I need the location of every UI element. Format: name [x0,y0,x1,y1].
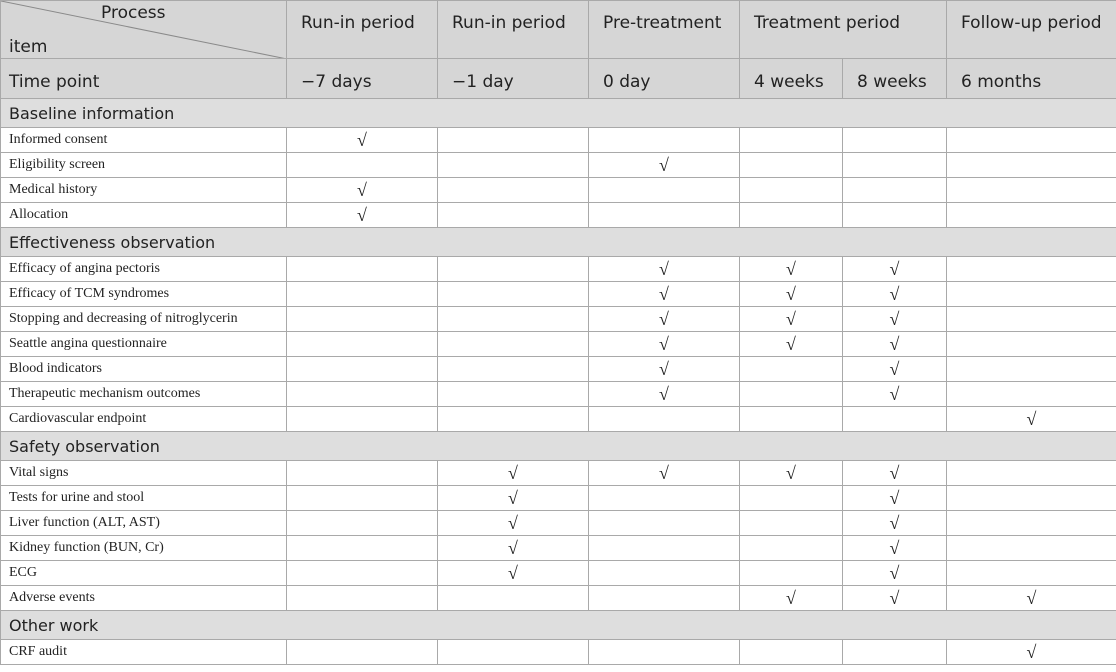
empty-cell [589,561,740,586]
check-mark: √ [740,332,843,357]
empty-cell [843,640,947,665]
empty-cell [947,511,1116,536]
check-mark: √ [947,407,1116,432]
table-row [1,128,1116,153]
table-row [1,357,1116,382]
table-row [1,407,1116,432]
check-mark: √ [438,461,589,486]
section-title: Safety observation [1,432,1116,461]
check-mark: √ [843,282,947,307]
check-mark: √ [843,461,947,486]
section-header-row [1,432,1116,461]
row-label: Allocation [1,203,287,228]
check-mark: √ [843,382,947,407]
check-mark: √ [589,382,740,407]
empty-cell [740,511,843,536]
check-mark: √ [287,178,438,203]
check-mark: √ [843,307,947,332]
empty-cell [740,407,843,432]
empty-cell [740,561,843,586]
check-mark: √ [843,511,947,536]
table-row [1,307,1116,332]
empty-cell [589,640,740,665]
empty-cell [438,640,589,665]
time-point: 4 weeks [740,59,843,99]
empty-cell [843,153,947,178]
empty-cell [287,536,438,561]
phase-header: Treatment period [740,1,947,59]
check-mark: √ [589,257,740,282]
check-mark: √ [589,282,740,307]
empty-cell [287,307,438,332]
table-row [1,536,1116,561]
section-header-row [1,99,1116,128]
check-mark: √ [843,332,947,357]
check-mark: √ [589,357,740,382]
row-label: Medical history [1,178,287,203]
empty-cell [589,407,740,432]
empty-cell [589,586,740,611]
empty-cell [287,257,438,282]
row-label: ECG [1,561,287,586]
row-label: CRF audit [1,640,287,665]
check-mark: √ [947,586,1116,611]
check-mark: √ [740,257,843,282]
empty-cell [438,586,589,611]
empty-cell [947,153,1116,178]
table-row [1,640,1116,665]
item-label: item [9,37,48,57]
empty-cell [438,203,589,228]
empty-cell [589,178,740,203]
phase-header-row [1,1,1116,59]
empty-cell [438,257,589,282]
phase-header: Run-in period [287,1,438,59]
diagonal-header-cell [1,1,287,59]
empty-cell [843,128,947,153]
check-mark: √ [589,461,740,486]
time-point-label: Time point [1,59,287,99]
empty-cell [287,561,438,586]
table-row [1,178,1116,203]
empty-cell [589,128,740,153]
empty-cell [947,282,1116,307]
table-row [1,382,1116,407]
row-label: Seattle angina questionnaire [1,332,287,357]
empty-cell [947,128,1116,153]
empty-cell [589,511,740,536]
check-mark: √ [740,282,843,307]
check-mark: √ [438,536,589,561]
row-label: Stopping and decreasing of nitroglycerin [1,307,287,332]
section-title: Effectiveness observation [1,228,1116,257]
empty-cell [947,307,1116,332]
empty-cell [287,382,438,407]
empty-cell [740,128,843,153]
table-row [1,332,1116,357]
empty-cell [740,203,843,228]
check-mark: √ [843,561,947,586]
empty-cell [947,461,1116,486]
empty-cell [287,332,438,357]
empty-cell [438,382,589,407]
table-row [1,486,1116,511]
empty-cell [740,178,843,203]
row-label: Efficacy of angina pectoris [1,257,287,282]
empty-cell [287,586,438,611]
table-row [1,257,1116,282]
row-label: Efficacy of TCM syndromes [1,282,287,307]
empty-cell [287,511,438,536]
table-row [1,586,1116,611]
empty-cell [947,486,1116,511]
table-row [1,561,1116,586]
empty-cell [287,640,438,665]
check-mark: √ [589,307,740,332]
check-mark: √ [740,586,843,611]
empty-cell [287,407,438,432]
check-mark: √ [740,307,843,332]
empty-cell [287,461,438,486]
process-label: Process [101,3,166,23]
empty-cell [947,382,1116,407]
check-mark: √ [740,461,843,486]
empty-cell [438,282,589,307]
empty-cell [438,128,589,153]
empty-cell [740,536,843,561]
empty-cell [947,178,1116,203]
section-header-row [1,611,1116,640]
section-title: Other work [1,611,1116,640]
check-mark: √ [287,203,438,228]
empty-cell [287,357,438,382]
check-mark: √ [287,128,438,153]
check-mark: √ [947,640,1116,665]
check-mark: √ [843,536,947,561]
time-point: 8 weeks [843,59,947,99]
time-point: 6 months [947,59,1116,99]
table-row [1,511,1116,536]
empty-cell [287,282,438,307]
check-mark: √ [438,511,589,536]
empty-cell [740,357,843,382]
empty-cell [947,536,1116,561]
empty-cell [438,357,589,382]
empty-cell [438,153,589,178]
row-label: Eligibility screen [1,153,287,178]
empty-cell [438,178,589,203]
time-point-row [1,59,1116,99]
row-label: Cardiovascular endpoint [1,407,287,432]
empty-cell [947,257,1116,282]
empty-cell [438,332,589,357]
empty-cell [287,486,438,511]
section-header-row [1,228,1116,257]
empty-cell [438,307,589,332]
check-mark: √ [843,257,947,282]
empty-cell [589,486,740,511]
row-label: Adverse events [1,586,287,611]
empty-cell [589,536,740,561]
empty-cell [947,332,1116,357]
check-mark: √ [843,486,947,511]
phase-header: Follow-up period [947,1,1116,59]
empty-cell [740,153,843,178]
row-label: Blood indicators [1,357,287,382]
section-title: Baseline information [1,99,1116,128]
empty-cell [589,203,740,228]
time-point: −1 day [438,59,589,99]
table-row [1,461,1116,486]
row-label: Therapeutic mechanism outcomes [1,382,287,407]
check-mark: √ [589,153,740,178]
check-mark: √ [843,357,947,382]
empty-cell [843,203,947,228]
empty-cell [740,382,843,407]
time-point: 0 day [589,59,740,99]
phase-header: Run-in period [438,1,589,59]
time-point: −7 days [287,59,438,99]
check-mark: √ [843,586,947,611]
empty-cell [947,357,1116,382]
row-label: Tests for urine and stool [1,486,287,511]
empty-cell [287,153,438,178]
table-row [1,203,1116,228]
empty-cell [843,407,947,432]
table-row [1,282,1116,307]
table-row [1,153,1116,178]
check-mark: √ [589,332,740,357]
empty-cell [438,407,589,432]
check-mark: √ [438,486,589,511]
phase-header: Pre-treatment [589,1,740,59]
empty-cell [947,561,1116,586]
empty-cell [740,486,843,511]
row-label: Informed consent [1,128,287,153]
empty-cell [843,178,947,203]
row-label: Kidney function (BUN, Cr) [1,536,287,561]
empty-cell [947,203,1116,228]
row-label: Vital signs [1,461,287,486]
check-mark: √ [438,561,589,586]
empty-cell [740,640,843,665]
row-label: Liver function (ALT, AST) [1,511,287,536]
